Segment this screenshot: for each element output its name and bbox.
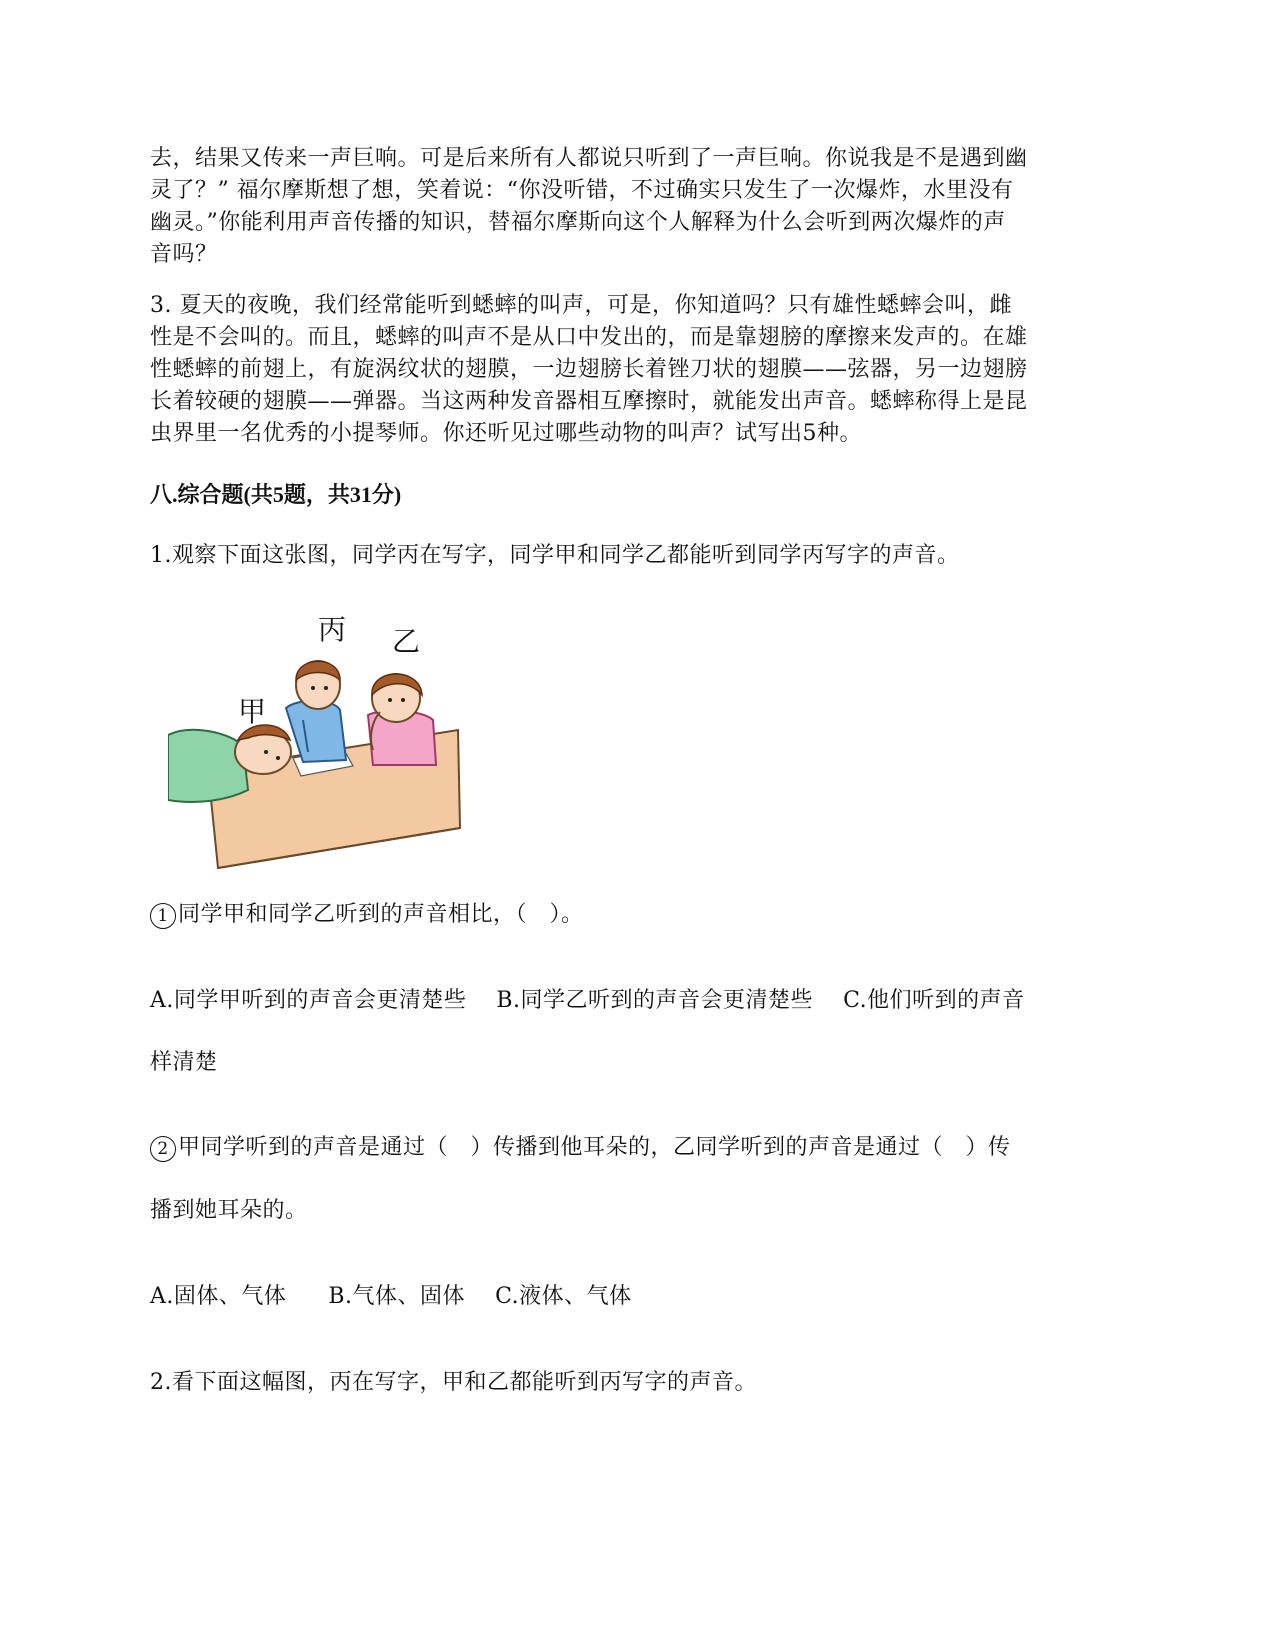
text-line: 3. 夏天的夜晚，我们经常能听到蟋蟀的叫声，可是，你知道吗？只有雄性蟋蟀会叫，雌 <box>150 293 1012 318</box>
students-writing-illustration <box>168 640 478 880</box>
text-line: 去，结果又传来一声巨响。可是后来所有人都说只听到了一声巨响。你说我是不是遇到幽 <box>150 146 1028 171</box>
sub-question-2-line2: 播到她耳朵的。 <box>150 1198 308 1223</box>
text-line: 幽灵。”你能利用声音传播的知识，替福尔摩斯向这个人解释为什么会听到两次爆炸的声 <box>150 210 1006 235</box>
text-line: 性是不会叫的。而且，蟋蟀的叫声不是从口中发出的，而是靠翅膀的摩擦来发声的。在雄 <box>150 325 1028 350</box>
sub-question-2-line1: 甲同学听到的声音是通过（ ）传播到他耳朵的，乙同学听到的声音是通过（ ）传 <box>178 1135 1011 1160</box>
option-b: B.气体、固体 <box>328 1284 466 1309</box>
passage-2-tail <box>150 143 1130 271</box>
student-yi <box>368 674 436 765</box>
text-line: 灵了？” 福尔摩斯想了想，笑着说：“你没听错，不过确实只发生了一次爆炸，水里没有 <box>150 178 1014 203</box>
option-a: A.同学甲听到的声音会更清楚些 <box>150 988 467 1013</box>
text-line: 性蟋蟀的前翅上，有旋涡纹状的翅膜，一边翅膀长着锉刀状的翅膜——弦器，另一边翅膀 <box>150 357 1028 382</box>
sub-question-1-options <box>150 983 1025 1014</box>
option-c-wrap: 样清楚 <box>150 1050 218 1075</box>
question-3 <box>150 290 1130 450</box>
circled-number: 2 <box>150 1136 176 1162</box>
option-c: C.液体、气体 <box>495 1284 632 1309</box>
text-line: 虫界里一名优秀的小提琴师。你还听见过哪些动物的叫声？试写出5种。 <box>150 421 862 446</box>
section-heading: 八.综合题(共5题，共31分) <box>150 482 402 507</box>
sub-question-2 <box>150 1130 1011 1162</box>
option-a: A.固体、气体 <box>150 1284 287 1309</box>
label-jia: 甲 <box>238 695 267 728</box>
question-1-prompt: 1.观察下面这张图，同学丙在写字，同学甲和同学乙都能听到同学丙写字的声音。 <box>150 543 960 568</box>
question-2-prompt: 2.看下面这幅图，丙在写字，甲和乙都能听到丙写字的声音。 <box>150 1370 757 1395</box>
label-yi: 乙 <box>392 625 421 658</box>
sub-question-1 <box>150 897 584 929</box>
option-b: B.同学乙听到的声音会更清楚些 <box>496 988 814 1013</box>
sub-question-1-text: 同学甲和同学乙听到的声音相比，（ ）。 <box>178 902 584 927</box>
text-line: 长着较硬的翅膜——弹器。当这两种发音器相互摩擦时，就能发出声音。蟋蟀称得上是昆 <box>150 389 1028 414</box>
option-c: C.他们听到的声音 <box>843 988 1025 1013</box>
student-bing <box>286 661 346 762</box>
text-line: 音吗？ <box>150 242 218 267</box>
label-bing: 丙 <box>318 613 347 646</box>
circled-number: 1 <box>150 903 176 929</box>
sub-question-2-options <box>150 1279 632 1310</box>
